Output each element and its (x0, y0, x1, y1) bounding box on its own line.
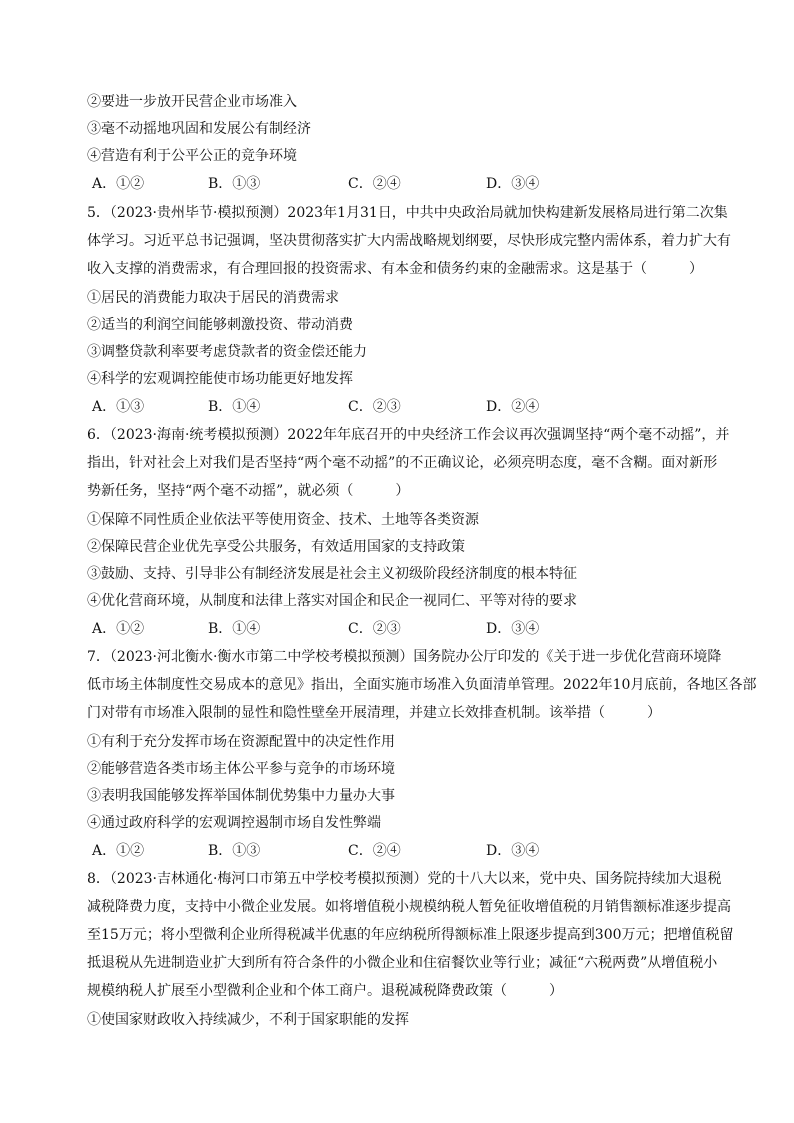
choice-item: ①使国家财政收入持续减少，不利于国家职能的发挥 (87, 1012, 409, 1028)
option-c[interactable]: C．②④ (348, 843, 401, 859)
option-b[interactable]: B．①③ (208, 176, 261, 192)
choice-item: ④通过政府科学的宏观调控遏制市场自发性弊端 (87, 815, 381, 831)
option-b[interactable]: B．①③ (208, 843, 261, 859)
answer-options (92, 841, 712, 861)
choice-item: ③毫不动摇地巩固和发展公有制经济 (87, 121, 311, 137)
option-a[interactable]: A．①② (92, 843, 145, 859)
question-stem: 8．（2023·吉林通化·梅河口市第五中学校考模拟预测）党的十八大以来，党中央、国务院持续加大退税 (87, 871, 722, 887)
question-stem: 抵退税从先进制造业扩大到所有符合条件的小微企业和住宿餐饮业等行业；减征“六税两费”从增值税小 (87, 955, 718, 971)
choice-item: ①居民的消费能力取决于居民的消费需求 (87, 290, 339, 306)
question-stem: 势新任务，坚持“两个毫不动摇”，就必须（ ） (87, 483, 410, 499)
question-stem: 低市场主体制度性交易成本的意见》指出，全面实施市场准入负面清单管理。2022年10月底前，各地区各部 (87, 677, 757, 693)
choice-item: ②保障民营企业优先享受公共服务，有效适用国家的支持政策 (87, 539, 465, 555)
option-c[interactable]: C．②③ (348, 399, 401, 415)
option-d[interactable]: D．③④ (486, 621, 540, 637)
choice-item: ③调整贷款利率要考虑贷款者的资金偿还能力 (87, 344, 367, 360)
question-stem: 门对带有市场准入限制的显性和隐性壁垒开展清理，并建立长效排查机制。该举措（ ） (87, 705, 661, 721)
question-stem: 7．（2023·河北衡水·衡水市第二中学校考模拟预测）国务院办公厅印发的《关于进一步优化营商环境降 (87, 649, 722, 665)
option-b[interactable]: B．①④ (208, 399, 261, 415)
question-stem: 收入支撑的消费需求，有合理回报的投资需求、有本金和债务约束的金融需求。这是基于（ ） (87, 261, 703, 277)
option-a[interactable]: A．①② (92, 176, 145, 192)
question-stem: 规模纳税人扩展至小型微利企业和个体工商户。退税减税降费政策（ ） (87, 983, 563, 999)
choice-item: ②能够营造各类市场主体公平参与竞争的市场环境 (87, 761, 395, 777)
answer-options (92, 619, 712, 639)
choice-item: ②适当的利润空间能够刺激投资、带动消费 (87, 317, 353, 333)
question-stem: 5．（2023·贵州毕节·模拟预测）2023年1月31日，中共中央政治局就加快构建新发展格局进行第二次集 (87, 205, 728, 221)
question-stem: 指出，针对社会上对我们是否坚持“两个毫不动摇”的不正确议论，必须亮明态度，毫不含糊。面对新形 (87, 455, 718, 471)
option-d[interactable]: D．③④ (486, 843, 540, 859)
option-a[interactable]: A．①② (92, 621, 145, 637)
choice-item: ④科学的宏观调控能使市场功能更好地发挥 (87, 371, 353, 387)
choice-item: ①保障不同性质企业依法平等使用资金、技术、土地等各类资源 (87, 512, 479, 528)
answer-options (92, 174, 712, 194)
choice-item: ③表明我国能够发挥举国体制优势集中力量办大事 (87, 788, 395, 804)
answer-options (92, 397, 712, 417)
choice-item: ④优化营商环境，从制度和法律上落实对国企和民企一视同仁、平等对待的要求 (87, 593, 577, 609)
choice-item: ①有利于充分发挥市场在资源配置中的决定性作用 (87, 734, 395, 750)
option-b[interactable]: B．①④ (208, 621, 261, 637)
option-c[interactable]: C．②③ (348, 621, 401, 637)
choice-item: ③鼓励、支持、引导非公有制经济发展是社会主义初级阶段经济制度的根本特征 (87, 566, 577, 582)
question-stem: 体学习。习近平总书记强调，坚决贯彻落实扩大内需战略规划纲要，尽快形成完整内需体系，着力扩大有 (87, 233, 731, 249)
option-a[interactable]: A．①③ (92, 399, 145, 415)
option-d[interactable]: D．③④ (486, 176, 540, 192)
question-stem: 6．（2023·海南·统考模拟预测）2022年年底召开的中央经济工作会议再次强调坚持“两个毫不动摇”，并 (87, 427, 730, 443)
option-d[interactable]: D．②④ (486, 399, 540, 415)
question-stem: 至15万元；将小型微利企业所得税减半优惠的年应纳税所得额标准上限逐步提高到300万元；把增值税留 (87, 927, 734, 943)
choice-item: ④营造有利于公平公正的竞争环境 (87, 148, 297, 164)
question-stem: 减税降费力度，支持中小微企业发展。如将增值税小规模纳税人暂免征收增值税的月销售额标准逐步提高 (87, 899, 731, 915)
option-c[interactable]: C．②④ (348, 176, 401, 192)
choice-item: ②要进一步放开民营企业市场准入 (87, 94, 297, 110)
